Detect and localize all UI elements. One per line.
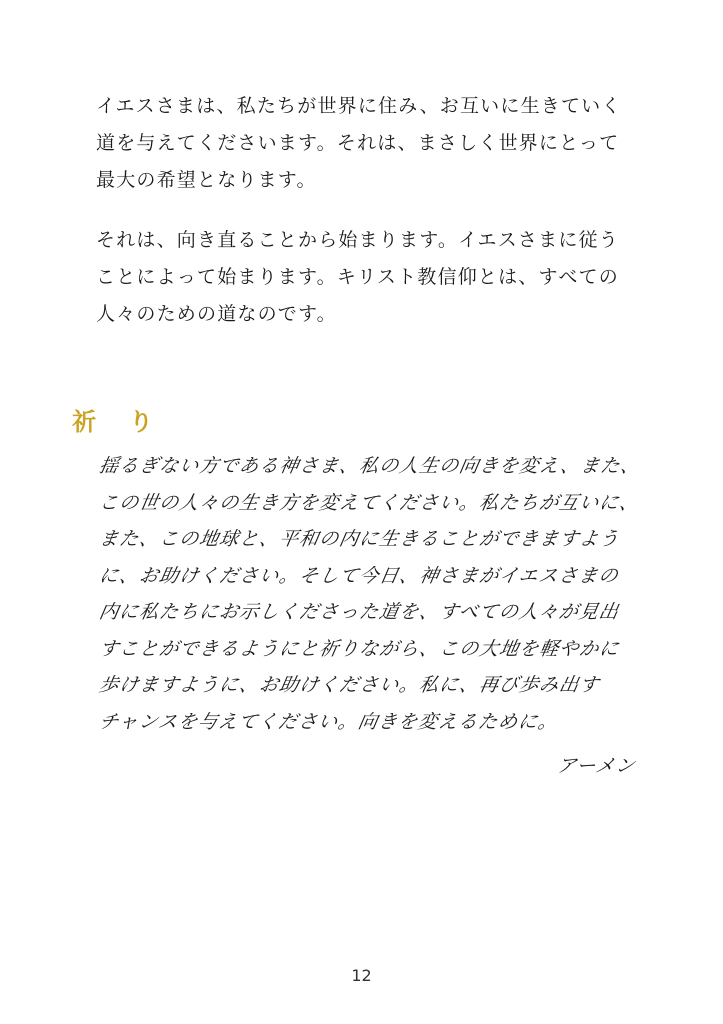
text-line: それは、向き直ることから始まります。イエスさまに従う <box>96 229 619 251</box>
text-line: 最大の希望となります。 <box>96 169 317 191</box>
prayer-line: また、この地球と、平和の内に生きることができますよう <box>97 528 622 550</box>
amen-text: アーメン <box>554 755 637 777</box>
prayer-line: 内に私たちにお示しくださった道を、すべての人々が見出 <box>97 601 621 623</box>
body-paragraph-1 <box>96 88 656 199</box>
text-line: 道を与えてくださいます。それは、まさしく世界にとって <box>96 132 620 154</box>
text-line: イエスさまは、私たちが世界に住み、お互いに生きていく <box>96 95 622 117</box>
prayer-line: に、お助けください。そして今日、神さまがイエスさまの <box>97 564 621 587</box>
prayer-line: チャンスを与えてください。向きを変えるために。 <box>97 710 561 733</box>
prayer-line: 歩けますように、お助けください。私に、再び歩み出す <box>97 674 602 696</box>
prayer-line: すことができるようにと祈りながら、この大地を軽やかに <box>97 637 622 660</box>
text-line: ことによって始まります。キリスト教信仰とは、すべての <box>96 266 619 288</box>
prayer-heading-char-1: 祈 <box>72 408 97 436</box>
prayer-text <box>96 448 656 740</box>
prayer-line: この世の人々の生き方を変えてください。私たちが互いに、 <box>97 491 642 514</box>
prayer-heading-char-2: り <box>129 408 154 436</box>
prayer-line: 揺るぎない方である神さま、私の人生の向きを変え、また、 <box>97 455 643 477</box>
text-line: 人々のための道なのです。 <box>96 303 337 325</box>
prayer-heading <box>72 404 154 440</box>
page-number: 12 <box>351 966 372 985</box>
body-paragraph-2 <box>96 222 656 333</box>
